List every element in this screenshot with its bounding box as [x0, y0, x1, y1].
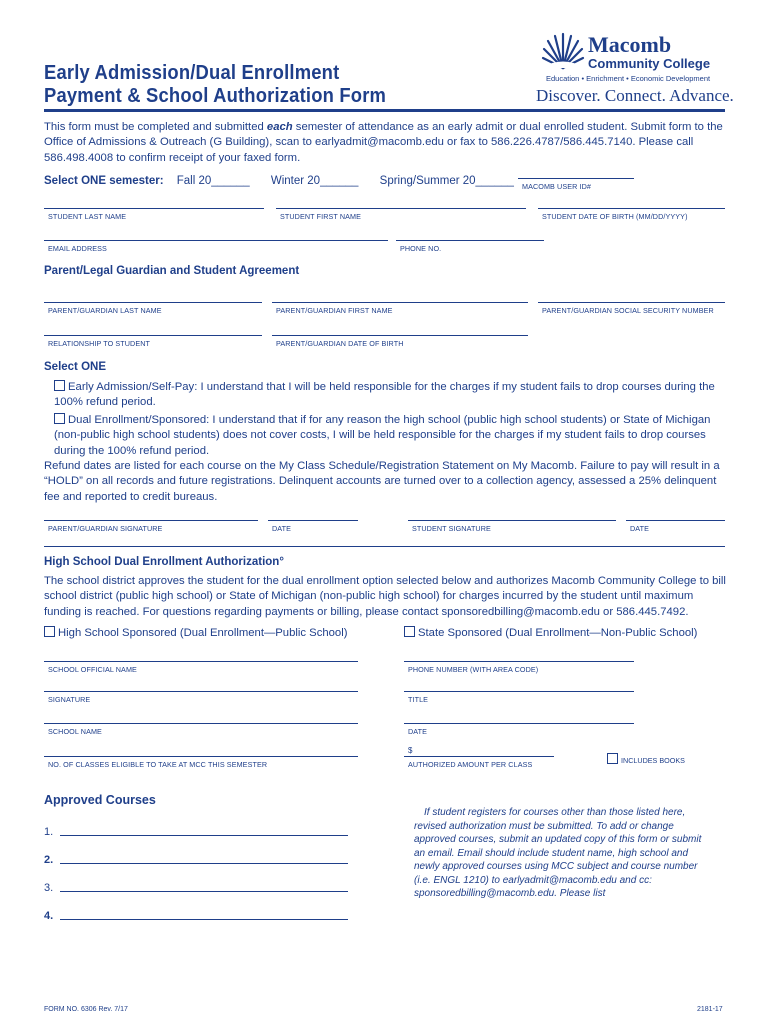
guardian-signature-date-field[interactable]: DATE	[268, 520, 358, 533]
guardian-first-name-field[interactable]: PARENT/GUARDIAN FIRST NAME	[272, 302, 528, 315]
option-public-school	[44, 626, 347, 641]
select-one-heading: Select ONE	[44, 361, 106, 373]
guardian-ssn-field[interactable]: PARENT/GUARDIAN SOCIAL SECURITY NUMBER	[538, 302, 725, 315]
intro-text-start: This form must be completed and submitted	[44, 121, 267, 133]
relationship-field[interactable]: RELATIONSHIP TO STUDENT	[44, 335, 262, 348]
form-title-line2: Payment & School Authorization Form	[44, 85, 387, 107]
logo-name: Macomb	[588, 32, 672, 57]
school-signature-field[interactable]: SIGNATURE	[44, 691, 358, 704]
semester-winter[interactable]: Winter 20______	[270, 175, 359, 187]
phone-field[interactable]: PHONE NO.	[396, 240, 544, 253]
guardian-signature-field[interactable]: PARENT/GUARDIAN SIGNATURE	[44, 520, 258, 533]
student-first-name-field[interactable]: STUDENT FIRST NAME	[276, 208, 526, 221]
includes-books-checkbox[interactable]	[607, 753, 618, 764]
college-logo	[536, 28, 732, 110]
agreement-heading: Parent/Legal Guardian and Student Agreement	[44, 265, 300, 277]
public-school-checkbox[interactable]	[44, 626, 55, 637]
intro-paragraph	[44, 120, 726, 166]
refund-paragraph: Refund dates are listed for each course on the My Class Schedule/Registration Statement on My Macomb. Failure to pay will result in a “HOLD” on all records and future registrations. Delinquent accounts are turned over to a collection agency, assessed a 25% delinquent fee and reported to credit bureaus.	[44, 460, 720, 503]
dollar-sign: $	[408, 746, 413, 755]
classes-eligible-field[interactable]: NO. OF CLASSES ELIGIBLE TO TAKE AT MCC THIS SEMESTER	[44, 756, 358, 769]
school-name-field[interactable]: SCHOOL NAME	[44, 723, 358, 736]
logo-slogan: Discover. Connect. Advance.	[536, 86, 734, 105]
nonpublic-school-checkbox[interactable]	[404, 626, 415, 637]
student-last-name-field[interactable]: STUDENT LAST NAME	[44, 208, 264, 221]
course-line-1[interactable]	[60, 835, 348, 836]
logo-tagline: Education • Enrichment • Economic Development	[546, 74, 711, 83]
header-divider	[44, 109, 725, 112]
school-title-field[interactable]: TITLE	[404, 691, 634, 704]
includes-books-option	[607, 753, 685, 765]
school-phone-field[interactable]: PHONE NUMBER (WITH AREA CODE)	[404, 661, 634, 674]
student-dob-field[interactable]: STUDENT DATE OF BIRTH (MM/DD/YYYY)	[538, 208, 725, 221]
authorization-heading: High School Dual Enrollment Authorization°	[44, 556, 284, 568]
course-number-2: 2.	[44, 854, 54, 866]
student-signature-field[interactable]: STUDENT SIGNATURE	[408, 520, 616, 533]
option-nonpublic-school	[404, 626, 697, 641]
authorized-amount-field[interactable]: AUTHORIZED AMOUNT PER CLASS	[404, 756, 554, 769]
macomb-id-field[interactable]: MACOMB USER ID#	[518, 178, 634, 191]
dual-enrollment-text: Dual Enrollment/Sponsored: I understand that if for any reason the high school (public high school students) or State of Michigan (non-public high school students) does not cover costs, I will be held responsible for the charges if my student fails to drop courses during the 100% refund period.	[54, 414, 711, 457]
semester-label: Select ONE semester:	[44, 175, 164, 187]
dual-enrollment-checkbox[interactable]	[54, 413, 65, 424]
option-dual-enrollment	[54, 413, 726, 459]
early-admission-checkbox[interactable]	[54, 380, 65, 391]
course-line-3[interactable]	[60, 891, 348, 892]
intro-text-bold: each	[266, 121, 293, 133]
public-school-text: High School Sponsored (Dual Enrollment—Public School)	[58, 627, 348, 639]
semester-selection	[44, 175, 514, 187]
form-title	[44, 62, 386, 108]
course-number-1: 1.	[44, 826, 54, 838]
early-admission-text: Early Admission/Self-Pay: I understand that I will be held responsible for the charges if my student fails to drop courses during the 100% refund period.	[54, 381, 715, 409]
course-number-3: 3.	[44, 882, 54, 894]
intro-text-end: semester of attendance as an early admit or dual enrolled student. Submit form to the Office of Admissions & Outreach (G Building), scan to earlyadmit@macomb.edu or fax to 586.226.4787/586.445.7140. Please call 586.498.4008 to confirm receipt of your faxed form.	[44, 121, 723, 164]
section-divider	[44, 546, 725, 547]
semester-fall[interactable]: Fall 20______	[176, 175, 250, 187]
school-date-field[interactable]: DATE	[404, 723, 634, 736]
semester-spring[interactable]: Spring/Summer 20______	[379, 175, 514, 187]
form-code: 2181-17	[697, 1006, 723, 1013]
nonpublic-school-text: State Sponsored (Dual Enrollment—Non-Public School)	[418, 627, 698, 639]
course-number-4: 4.	[44, 910, 54, 922]
form-title-line1: Early Admission/Dual Enrollment	[44, 62, 340, 84]
logo-subtitle: Community College	[588, 56, 711, 71]
courses-note: If student registers for courses other than those listed here, revised authorization must be submitted. To add or change approved courses, submit an updated copy of this form or submit an email. Email should include student name, high school and newly approved courses using MCC subject and course number (i.e. ENGL 1210) to earlyadmit@macomb.edu and cc: sponsoredbilling@macomb.edu. Please list	[414, 807, 702, 899]
authorization-paragraph: The school district approves the student for the dual enrollment option selected below and authorizes Macomb Community College to bill school district (public high school) or State of Michigan (non-public high school) for charges incurred by the student until maximum funding is reached. For questions regarding payments or billing, please contact sponsoredbilling@macomb.edu or 586.445.7492.	[44, 575, 726, 618]
email-field[interactable]: EMAIL ADDRESS	[44, 240, 388, 253]
includes-books-label: INCLUDES BOOKS	[621, 756, 685, 765]
course-line-2[interactable]	[60, 863, 348, 864]
guardian-dob-field[interactable]: PARENT/GUARDIAN DATE OF BIRTH	[272, 335, 528, 348]
form-number: FORM NO. 6306 Rev. 7/17	[44, 1006, 128, 1013]
course-line-4[interactable]	[60, 919, 348, 920]
sunburst-logo-icon	[540, 28, 586, 74]
school-official-name-field[interactable]: SCHOOL OFFICIAL NAME	[44, 661, 358, 674]
guardian-last-name-field[interactable]: PARENT/GUARDIAN LAST NAME	[44, 302, 262, 315]
option-early-admission	[54, 380, 726, 411]
student-signature-date-field[interactable]: DATE	[626, 520, 725, 533]
approved-courses-heading: Approved Courses	[44, 793, 156, 807]
